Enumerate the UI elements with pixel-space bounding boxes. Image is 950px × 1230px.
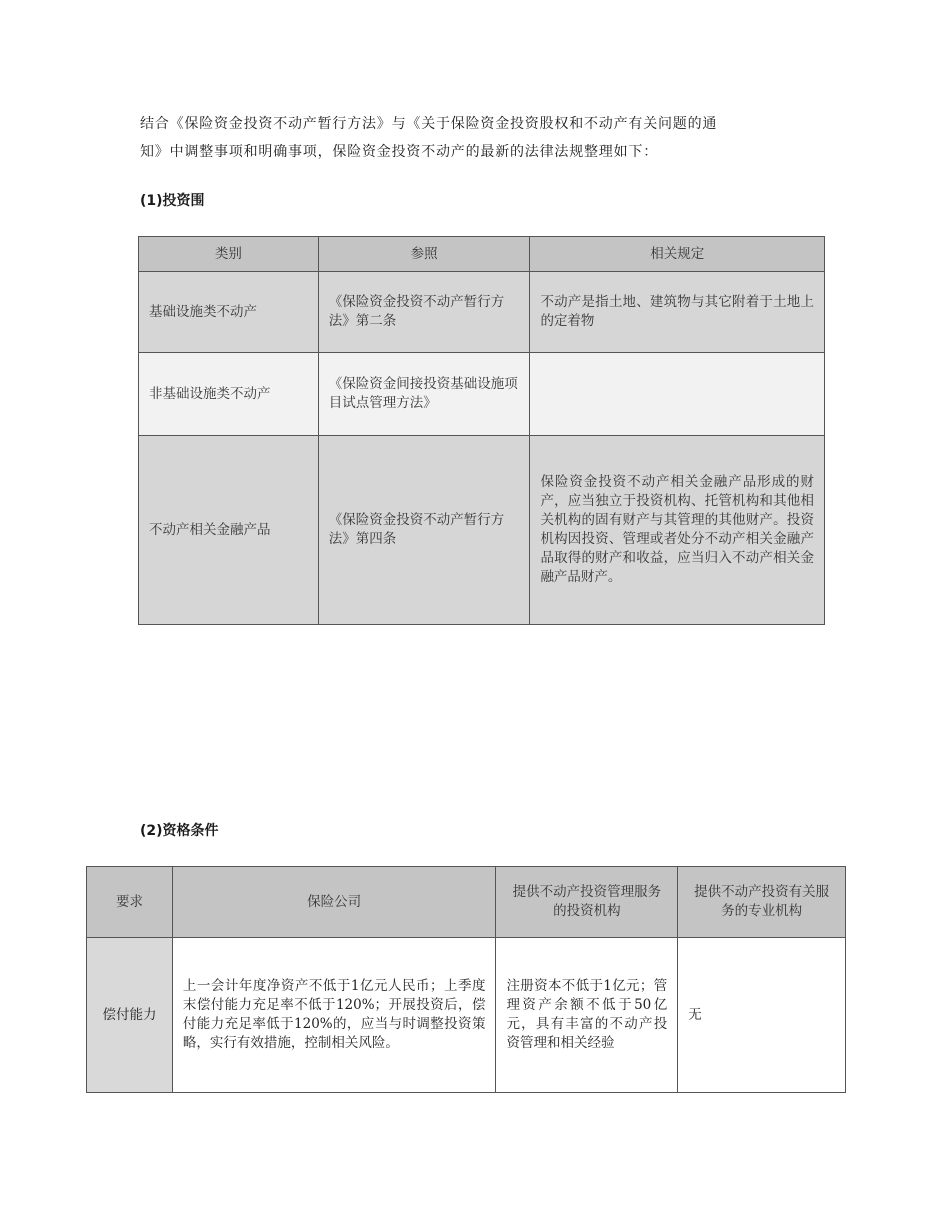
header-insurer: 保险公司 bbox=[172, 867, 496, 938]
reference-cell: 《保险资金投资不动产暂行方法》第二条 bbox=[318, 272, 530, 353]
requirement-cell: 偿付能力 bbox=[87, 938, 173, 1093]
qualification-table bbox=[86, 866, 846, 1093]
header-requirement: 要求 bbox=[87, 867, 173, 938]
table-header-row bbox=[139, 237, 825, 272]
rule-cell: 保险资金投资不动产相关金融产品形成的财产，应当独立于投资机构、托管机构和其他相关机构的固有财产与其管理的其他财产。投资机构因投资、管理或者处分不动产相关金融产品取得的财产和收益，应当归入不动产相关金融产品财产。 bbox=[530, 436, 825, 625]
table-row bbox=[139, 353, 825, 436]
header-service: 提供不动产投资有关服务的专业机构 bbox=[678, 867, 846, 938]
header-reference: 参照 bbox=[318, 237, 530, 272]
manager-cell: 注册资本不低于1亿元；管理资产余额不低于50亿元，具有丰富的不动产投资管理和相关经验 bbox=[496, 938, 678, 1093]
rule-cell: 不动产是指土地、建筑物与其它附着于土地上的定着物 bbox=[530, 272, 825, 353]
header-rule: 相关规定 bbox=[530, 237, 825, 272]
category-cell: 不动产相关金融产品 bbox=[139, 436, 319, 625]
investment-scope-table bbox=[138, 236, 825, 625]
intro-paragraph bbox=[140, 110, 820, 166]
insurer-cell: 上一会计年度净资产不低于1亿元人民币；上季度末偿付能力充足率不低于120%；开展投资后，偿付能力充足率低于120%的，应当与时调整投资策略，实行有效措施，控制相关风险。 bbox=[172, 938, 496, 1093]
section-2-title: (2)资格条件 bbox=[140, 823, 219, 839]
table-row bbox=[139, 272, 825, 353]
header-category: 类别 bbox=[139, 237, 319, 272]
intro-line-2: 知》中调整事项和明确事项，保险资金投资不动产的最新的法律法规整理如下： bbox=[140, 144, 658, 160]
table-header-row bbox=[87, 867, 846, 938]
header-manager: 提供不动产投资管理服务的投资机构 bbox=[496, 867, 678, 938]
reference-cell: 《保险资金投资不动产暂行方法》第四条 bbox=[318, 436, 530, 625]
reference-cell: 《保险资金间接投资基础设施项目试点管理方法》 bbox=[318, 353, 530, 436]
intro-line-1: 结合《保险资金投资不动产暂行方法》与《关于保险资金投资股权和不动产有关问题的通 bbox=[140, 116, 718, 132]
rule-cell bbox=[530, 353, 825, 436]
table-row bbox=[87, 938, 846, 1093]
category-cell: 非基础设施类不动产 bbox=[139, 353, 319, 436]
category-cell: 基础设施类不动产 bbox=[139, 272, 319, 353]
table-row bbox=[139, 436, 825, 625]
section-1-title: (1)投资围 bbox=[140, 193, 205, 209]
service-cell: 无 bbox=[678, 938, 846, 1093]
